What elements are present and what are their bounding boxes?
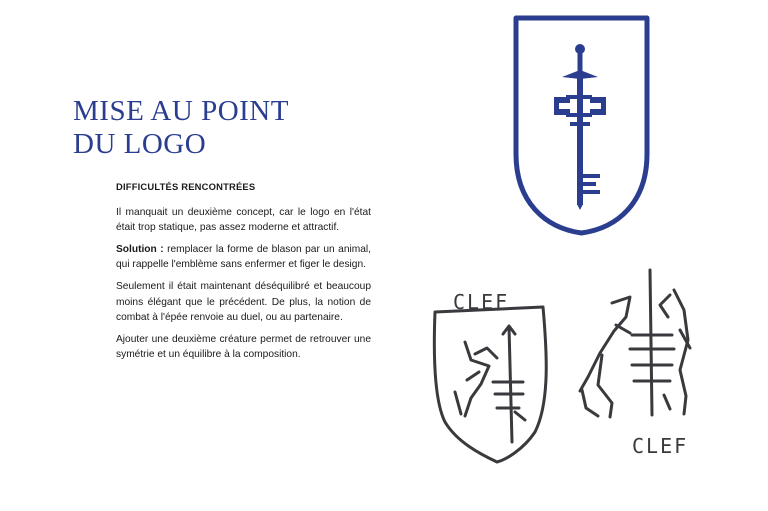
key-sword-icon [554,44,606,210]
sketch-label-left: CLEF [453,290,510,314]
paragraph-3: Seulement il était maintenant déséquilibré et beaucoup moins élégant que le précédent. De plus, la notion de combat à l'épée renvoie au duel, ou au partenaire. [116,280,371,324]
solution-label: Solution : [116,243,164,255]
section-heading: DIFFICULTÉS RENCONTRÉES [116,181,256,192]
solution-text: remplacer la forme de blason par un animal, qui rappelle l'emblème sans enfermer et figer le design. [116,243,372,271]
sketch-creatures-right [572,265,702,463]
page-title [73,95,289,161]
sketch-shield-left [425,282,555,467]
title-line-2: DU LOGO [73,128,207,160]
paragraph-4: Ajouter une deuxième créature permet de retrouver une symétrie et un équilibre à la composition. [116,333,371,361]
paragraph-2 [116,242,371,273]
text-column [116,179,371,369]
paragraph-1: Il manquait un deuxième concept, car le logo en l'état était trop statique, pas assez moderne et attractif. [116,206,371,234]
sketch-label-right: CLEF [632,434,689,458]
shield-logo [510,14,653,240]
title-line-1: MISE AU POINT [73,95,289,127]
